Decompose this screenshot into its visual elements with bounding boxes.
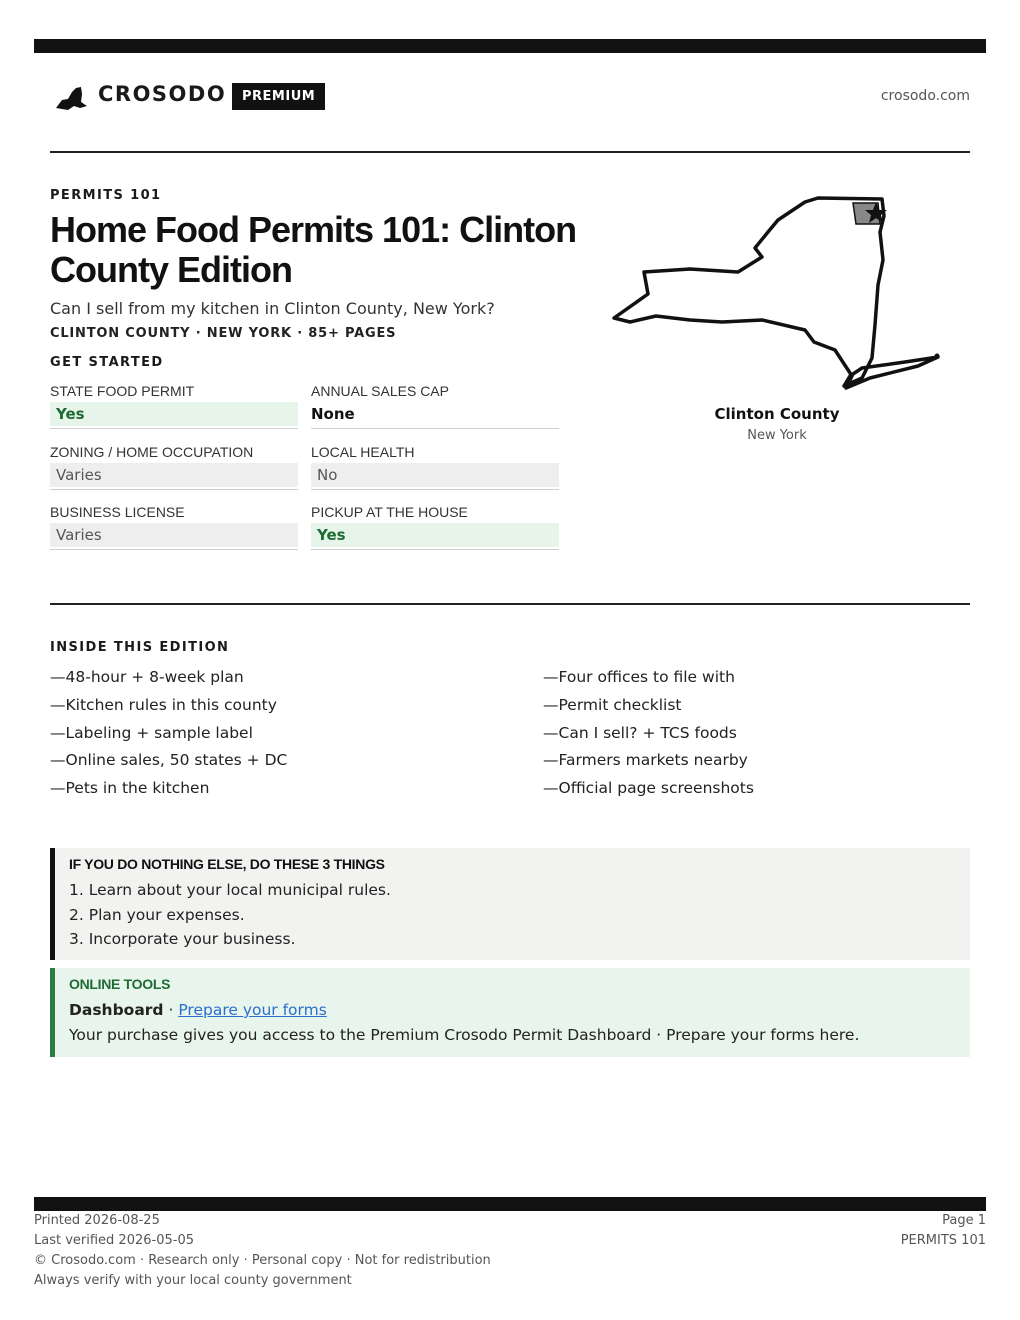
new-york-logo-icon <box>54 84 88 112</box>
bottom-bar <box>34 1197 986 1211</box>
prepare-forms-link[interactable]: Prepare your forms <box>178 1001 327 1019</box>
separator: · <box>168 1001 174 1019</box>
dashboard-label: Dashboard <box>69 1001 164 1019</box>
header-divider <box>50 151 970 153</box>
header <box>50 80 970 114</box>
fact-label: STATE FOOD PERMIT <box>50 383 195 399</box>
list-item: —Official page screenshots <box>543 779 754 798</box>
fact-pickup-at-house <box>311 504 559 550</box>
list-item: —Can I sell? + TCS foods <box>543 723 737 742</box>
dashboard-line <box>69 998 956 1023</box>
map-county-name: Clinton County <box>714 405 840 423</box>
premium-badge: PREMIUM <box>232 83 325 110</box>
page-title: Home Food Permits 101: Clinton County Edition <box>50 209 577 290</box>
verified-date: Last verified 2026-05-05 <box>34 1233 194 1248</box>
fact-value: Yes <box>50 402 298 426</box>
callout-item: 1. Learn about your local municipal rules. <box>69 881 391 899</box>
brand-name: CROSODO <box>98 82 227 106</box>
footer-left <box>34 1211 491 1291</box>
list-item: —Online sales, 50 states + DC <box>50 751 288 770</box>
fact-annual-sales-cap <box>311 383 559 429</box>
list-item: —Four offices to file with <box>543 668 735 686</box>
tools-description: Your purchase gives you access to the Premium Crosodo Permit Dashboard · Prepare your forms here. <box>69 1025 860 1044</box>
list-item: —Farmers markets nearby <box>543 751 748 770</box>
list-item: —Permit checklist <box>543 695 682 714</box>
site-url[interactable]: crosodo.com <box>880 88 970 104</box>
callout-item: 3. Incorporate your business. <box>69 930 296 948</box>
fact-value: Varies <box>50 463 298 487</box>
page-subtitle: Can I sell from my kitchen in Clinton County, New York? <box>50 299 495 318</box>
list-item: —Labeling + sample label <box>50 723 253 742</box>
section-kicker: PERMITS 101 <box>50 188 162 203</box>
fact-value: Varies <box>50 523 298 547</box>
verify-note: Always verify with your local county government <box>34 1273 352 1288</box>
fact-label: LOCAL HEALTH <box>311 444 415 460</box>
copyright: © Crosodo.com · Research only · Personal copy · Not for redistribution <box>34 1253 491 1268</box>
online-tools-callout <box>50 968 970 1057</box>
map-state-name: New York <box>747 428 807 443</box>
inside-heading: INSIDE THIS EDITION <box>50 640 230 655</box>
list-item: —48-hour + 8-week plan <box>50 668 244 686</box>
inside-list-right <box>543 666 754 805</box>
top-bar <box>34 39 986 53</box>
page-meta: CLINTON COUNTY · NEW YORK · 85+ PAGES <box>50 326 397 341</box>
new-york-map-icon <box>600 190 950 400</box>
callout-item: 2. Plan your expenses. <box>69 905 245 924</box>
callout-heading: ONLINE TOOLS <box>69 976 171 992</box>
fact-zoning <box>50 444 298 490</box>
fact-state-food-permit <box>50 383 298 429</box>
fact-value: None <box>311 405 355 423</box>
page-number: Page 1 <box>942 1213 986 1228</box>
fact-local-health <box>311 444 559 490</box>
fact-business-license <box>50 504 298 550</box>
fact-label: ZONING / HOME OCCUPATION <box>50 444 254 460</box>
footer-section: PERMITS 101 <box>900 1233 986 1248</box>
list-item: —Kitchen rules in this county <box>50 695 277 714</box>
printed-date: Printed 2026-08-25 <box>34 1213 160 1228</box>
fact-value: No <box>311 463 559 487</box>
footer-right <box>901 1211 986 1251</box>
fact-label: PICKUP AT THE HOUSE <box>311 504 468 520</box>
inside-list-left <box>50 666 287 805</box>
fact-label: BUSINESS LICENSE <box>50 504 185 520</box>
three-things-callout <box>50 848 970 960</box>
get-started-heading: GET STARTED <box>50 355 164 370</box>
section-divider <box>50 603 970 605</box>
callout-heading: IF YOU DO NOTHING ELSE, DO THESE 3 THINGS <box>69 856 385 872</box>
fact-value: Yes <box>311 523 559 547</box>
list-item: —Pets in the kitchen <box>50 779 210 798</box>
fact-label: ANNUAL SALES CAP <box>311 383 449 399</box>
